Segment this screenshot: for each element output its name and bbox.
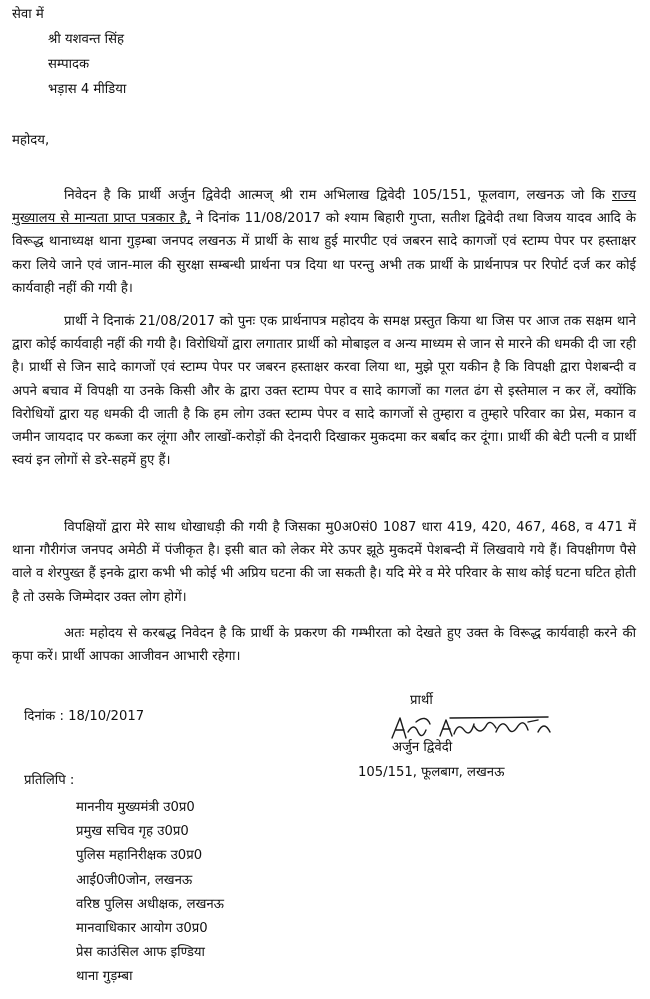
signatory-name: अर्जुन द्विवेदी [392,740,453,755]
paragraph-2 [12,310,636,472]
paragraph-1 [12,184,636,300]
cc-item: मानवाधिकार आयोग उ0प्र0 [76,921,208,937]
signatory-address: 105/151, फूलबाग, लखनऊ [358,765,505,780]
letter-date: दिनांक : 18/10/2017 [24,709,145,724]
paragraph-1-underlined: राज्य मुख्यालय से मान्यता प्राप्त पत्रकार है, [12,188,636,227]
paragraph-1-text-a: निवेदन है कि प्रार्थी अर्जुन द्विवेदी आत्मज् श्री राम अभिलाख द्विवेदी 105/151, फूलवाग, लखनऊ जो कि [64,188,612,203]
paragraph-2-text: प्रार्थी ने दिनाकं 21/08/2017 को पुनः एक प्रार्थनापत्र महोदय के समक्ष प्रस्तुत किया था जिस पर आज तक सक्षम थाने द्वारा कोई कार्यवाही नहीं की गयी है। विरोधियों द्वारा लगातार प्रार्थी को मोबाइल व अन्य माध्यम से जान से मारने की धमकी दी जा रही है। प्रार्थी से जिन सादे कागजों एवं स्टाम्प पेपर पर जबरन हस्ताक्षर करवा लिया था, मुझे पूरा यकीन है कि विपक्षी द्वारा पेशबन्दी व अपने बचाव में विपक्षी या उनके किसी और के द्वारा उक्त स्टाम्प पेपर व सादे कागजों का गलत ढंग से इस्तेमाल न कर लें, क्योंकि विरोधियों द्वारा यह धमकी दी जाती है कि हम लोग उक्त स्टाम्प पेपर व सादे कागजों से तुम्हारा व तुम्हारे परिवार का प्रेस, मकान व जमीन जायदाद पर कब्जा कर लूंगा और लाखों-करोड़ों की देनदारी दिखाकर मुकदमा कर बर्बाद कर दूंगा। प्रार्थी की बेटी पत्नी व प्रार्थी स्वयं इन लोगों से डरे-सहमें हुए हैं। [12,314,636,469]
paragraph-4 [12,622,636,668]
signature-label: प्रार्थी [410,693,433,708]
addressee-designation: सम्पादक [48,57,90,72]
paragraph-4-text: अतः महोदय से करबद्ध निवेदन है कि प्रार्थी के प्रकरण की गम्भीरता को देखते हुए उक्त के विरूद्ध कार्यवाही करने की कृपा करें। प्रार्थी आपका आजीवन आभारी रहेगा। [12,626,636,665]
cc-item: प्रेस काउंसिल आफ इण्डिया [76,945,205,961]
cc-item: वरिष्ठ पुलिस अधीक्षक, लखनऊ [76,896,225,912]
handwritten-signature [388,712,558,744]
addressee-name: श्री यशवन्त सिंह [48,32,124,47]
cc-item: पुलिस महानिरीक्षक उ0प्र0 [76,848,203,864]
addressee-org: भड़ास 4 मीडिया [48,82,127,97]
cc-item: माननीय मुख्यमंत्री उ0प्र0 [76,800,195,815]
paragraph-3-text: विपक्षियों द्वारा मेरे साथ धोखाधड़ी की गयी है जिसका मु0अ0सं0 1087 धारा 419, 420, 467, 468, व 471 में थाना गौरीगंज जनपद अमेठी में पंजीकृत है। इसी बात को लेकर मेरे ऊपर झूठे मुकदमें पेशबन्दी में लिखवाये गये हैं। विपक्षीगण पैसे वाले व शेरपुख्त हैं इनके द्वारा कभी भी कोई भी अप्रिय घटना की जा सकती है। यदि मेरे व मेरे परिवार के साथ कोई घटना घटित होती है तो उसके जिम्मेदार उक्त लोग होगें। [12,520,636,605]
addressee-to: सेवा में [12,7,44,22]
cc-label: प्रतिलिपि : [24,773,75,788]
cc-list [76,796,224,990]
paragraph-3 [12,516,636,609]
cc-item: प्रमुख सचिव गृह उ0प्र0 [76,824,189,840]
addressee-block [12,4,126,100]
cc-item: थाना गुड़म्बा [76,969,133,985]
salutation: महोदय, [12,133,50,148]
cc-item: आई0जी0जोन, लखनऊ [76,872,193,888]
paragraph-1-text-c: ने दिनांक 11/08/2017 को श्याम बिहारी गुप्ता, सतीश द्विवेदी तथा विजय यादव आदि के विरूद्ध थानाध्यक्ष थाना गुड़म्बा जनपद लखनऊ में प्रार्थी के साथ हुई मारपीट एवं जबरन सादे कागजों एवं स्टाम्प पेपर पर हस्ताक्षर करा लिये जाने एवं जान-माल की सुरक्षा सम्बन्धी प्रार्थना पत्र दिया था परन्तु अभी तक प्रार्थी के प्रार्थनापत्र पर रिपोर्ट दर्ज कर कोई कार्यवाही नहीं की गयी है। [12,211,636,296]
